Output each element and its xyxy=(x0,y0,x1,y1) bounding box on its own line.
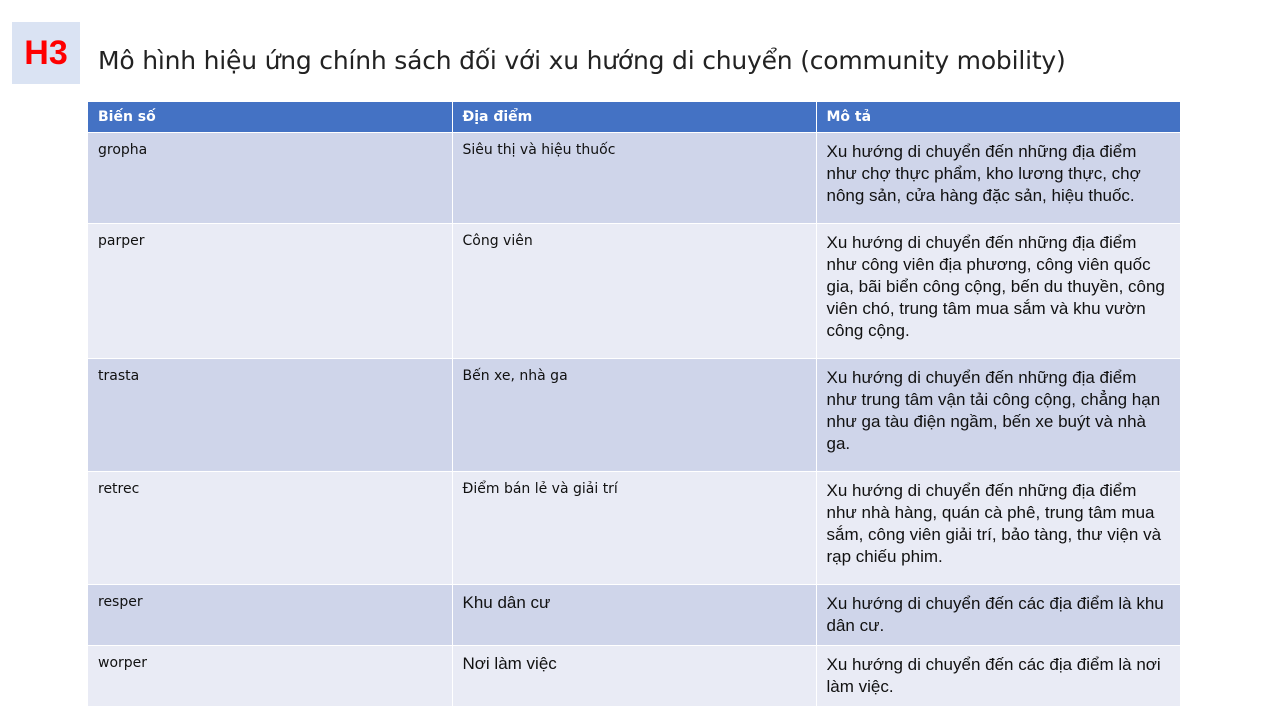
cell-description: Xu hướng di chuyển đến những địa điểm như công viên địa phương, công viên quốc gia, bãi biển công cộng, bến du thuyền, công viên chó, trung tâm mua sắm và khu vườn công cộng. xyxy=(816,224,1180,359)
cell-description: Xu hướng di chuyển đến những địa điểm như trung tâm vận tải công cộng, chẳng hạn như ga tàu điện ngầm, bến xe buýt và nhà ga. xyxy=(816,359,1180,472)
table-row xyxy=(88,133,1180,224)
cell-variable: resper xyxy=(88,585,452,646)
header-description: Mô tả xyxy=(816,102,1180,133)
table-row xyxy=(88,585,1180,646)
table-row xyxy=(88,224,1180,359)
cell-variable: worper xyxy=(88,646,452,707)
table-row xyxy=(88,646,1180,707)
table-row xyxy=(88,359,1180,472)
cell-variable: retrec xyxy=(88,472,452,585)
cell-description: Xu hướng di chuyển đến các địa điểm là khu dân cư. xyxy=(816,585,1180,646)
variables-table xyxy=(88,102,1181,706)
table-row xyxy=(88,472,1180,585)
cell-location: Công viên xyxy=(452,224,816,359)
cell-description: Xu hướng di chuyển đến các địa điểm là nơi làm việc. xyxy=(816,646,1180,707)
cell-location: Siêu thị và hiệu thuốc xyxy=(452,133,816,224)
cell-location: Nơi làm việc xyxy=(452,646,816,707)
header-variable: Biến số xyxy=(88,102,452,133)
cell-location: Bến xe, nhà ga xyxy=(452,359,816,472)
cell-location: Khu dân cư xyxy=(452,585,816,646)
cell-location: Điểm bán lẻ và giải trí xyxy=(452,472,816,585)
cell-variable: gropha xyxy=(88,133,452,224)
section-badge: H3 xyxy=(12,22,80,84)
header-location: Địa điểm xyxy=(452,102,816,133)
cell-variable: parper xyxy=(88,224,452,359)
cell-variable: trasta xyxy=(88,359,452,472)
slide-title: Mô hình hiệu ứng chính sách đối với xu hướng di chuyển (community mobility) xyxy=(98,46,1066,75)
cell-description: Xu hướng di chuyển đến những địa điểm như chợ thực phẩm, kho lương thực, chợ nông sản, cửa hàng đặc sản, hiệu thuốc. xyxy=(816,133,1180,224)
table-header-row xyxy=(88,102,1180,133)
cell-description: Xu hướng di chuyển đến những địa điểm như nhà hàng, quán cà phê, trung tâm mua sắm, công viên giải trí, bảo tàng, thư viện và rạp chiếu phim. xyxy=(816,472,1180,585)
